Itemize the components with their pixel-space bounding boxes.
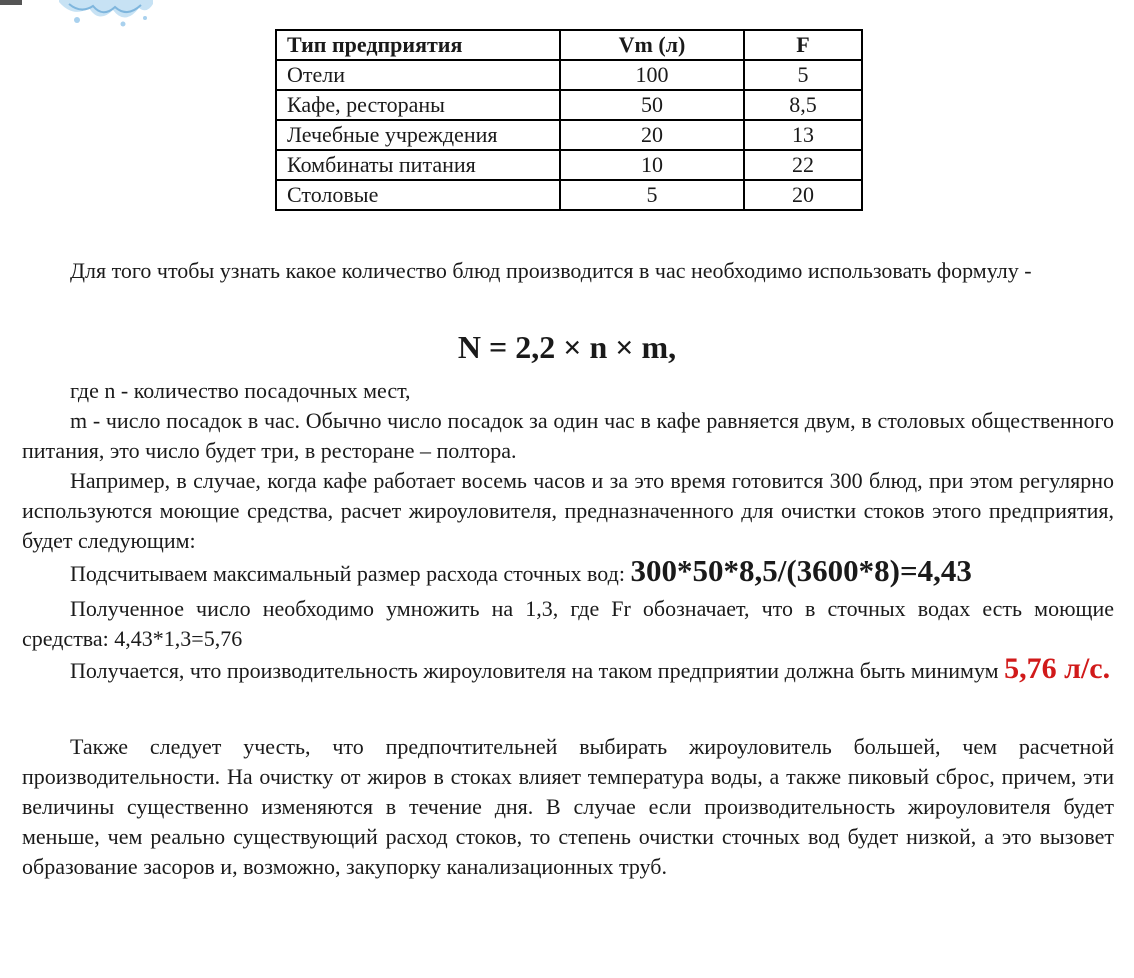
corner-mark (0, 0, 22, 5)
cell-vm: 50 (560, 90, 744, 120)
note-paragraph: Также следует учесть, что предпочтительней выбирать жироуловитель большей, чем расчетной производительности. На очистку от жиров в стоках влияет температура воды, а также пиковый сброс, причем, эти величины существенно изменяются в течение дня. В случае если производительность жироуловителя будет меньше, чем реально существующий расход стоков, то степень очистки сточных вод будет низкой, а это вызовет образование засоров и, возможно, закупорку канализационных труб. (22, 734, 1114, 879)
cell-type: Кафе, рестораны (276, 90, 560, 120)
table-row (276, 180, 862, 210)
definition-n: где n - количество посадочных мест, (70, 378, 411, 403)
calculation-label: Подсчитываем максимальный размер расхода сточных вод: (70, 561, 625, 586)
example-paragraph: Например, в случае, когда кафе работает восемь часов и за это время готовится 300 блюд, при этом регулярно используются моющие средства, расчет жироуловителя, предназначенного для очистки стоков этого предприятия, будет следующим: (22, 468, 1114, 553)
header-enterprise-type: Тип предприятия (276, 30, 560, 60)
water-splash-image (55, 0, 155, 30)
conclusion-text: Получается, что производительность жироуловителя на таком предприятии должна быть минимум (70, 658, 999, 683)
header-vm: Vm (л) (560, 30, 744, 60)
multiply-paragraph: Полученное число необходимо умножить на 1,3, где Fr обозначает, что в сточных водах есть моющие средства: 4,43*1,3=5,76 (22, 596, 1114, 651)
definition-m: m - число посадок в час. Обычно число посадок за один час в кафе равняется двум, в столовых общественного питания, это число будет три, в ресторане – полтора. (22, 408, 1114, 463)
cell-type: Лечебные учреждения (276, 120, 560, 150)
table-header-row (276, 30, 862, 60)
cell-f: 5 (744, 60, 862, 90)
cell-type: Комбинаты питания (276, 150, 560, 180)
table-row (276, 150, 862, 180)
formula: N = 2,2 × n × m, (457, 329, 677, 365)
calculation-value: 300*50*8,5/(3600*8)=4,43 (630, 553, 972, 588)
conclusion-paragraph (22, 654, 1114, 686)
calculation-line (70, 553, 972, 589)
cell-f: 20 (744, 180, 862, 210)
cell-vm: 20 (560, 120, 744, 150)
cell-f: 8,5 (744, 90, 862, 120)
cell-type: Отели (276, 60, 560, 90)
result-value: 5,76 л/с. (1004, 652, 1111, 685)
cell-vm: 10 (560, 150, 744, 180)
cell-f: 22 (744, 150, 862, 180)
cell-type: Столовые (276, 180, 560, 210)
table-row (276, 90, 862, 120)
enterprise-table (275, 29, 863, 211)
table-row (276, 60, 862, 90)
header-f: F (744, 30, 862, 60)
table-row (276, 120, 862, 150)
cell-vm: 100 (560, 60, 744, 90)
cell-vm: 5 (560, 180, 744, 210)
intro-paragraph: Для того чтобы узнать какое количество блюд производится в час необходимо использовать формулу - (70, 258, 1032, 283)
cell-f: 13 (744, 120, 862, 150)
